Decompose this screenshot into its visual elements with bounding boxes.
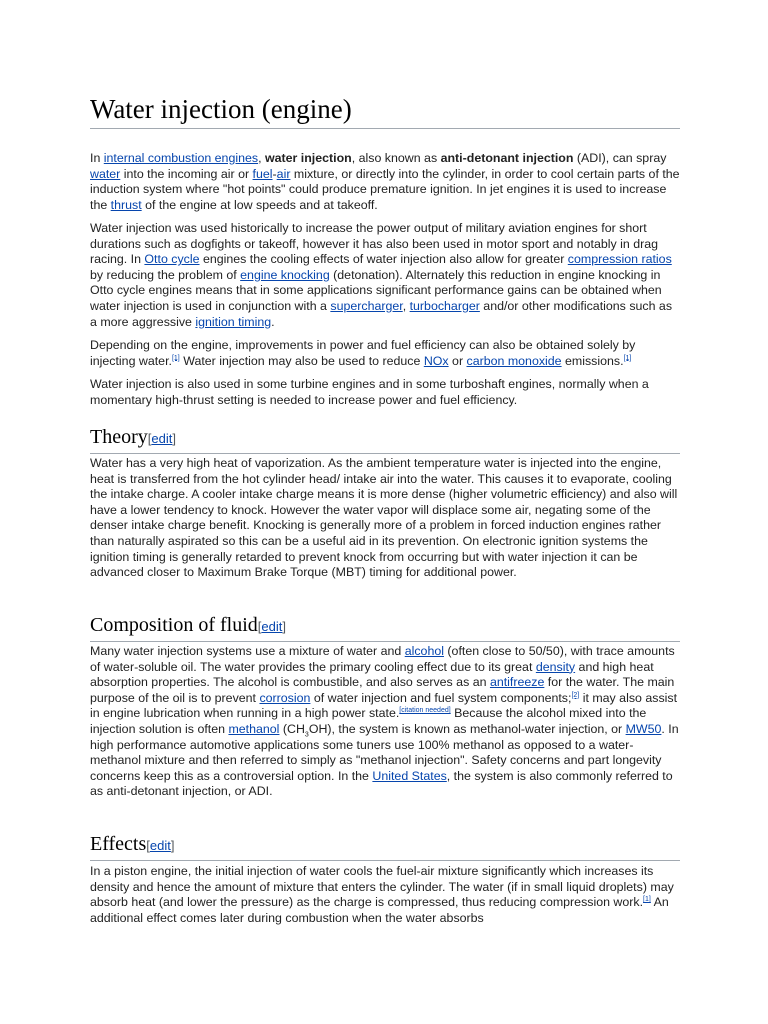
link-internal-combustion-engines[interactable]: internal combustion engines [103, 151, 259, 165]
intro-paragraph-2 [90, 221, 680, 330]
text: , the system is also commonly referred to as anti-detonant injection, or ADI. [90, 768, 673, 799]
text: Many water injection systems use a mixture of water and [90, 644, 405, 658]
citation [172, 354, 180, 361]
text: , [258, 151, 265, 165]
link-water[interactable]: water [90, 166, 121, 181]
heading-text: Theory [90, 426, 148, 448]
edit-section: [edit] [147, 431, 176, 446]
edit-link-effects[interactable]: edit [149, 838, 171, 853]
edit-section: [edit] [257, 619, 287, 634]
link-methanol[interactable]: methanol [228, 721, 280, 736]
intro-paragraph-1 [90, 151, 680, 213]
edit-section: [edit] [146, 838, 175, 853]
bold-anti-detonant-injection: anti-detonant injection [440, 151, 574, 165]
link-air[interactable]: air [276, 166, 291, 181]
link-antifreeze[interactable]: antifreeze [489, 675, 545, 690]
page-title: Water injection (engine) [90, 92, 680, 129]
text: (CH [279, 721, 305, 736]
link-fuel[interactable]: fuel [252, 166, 273, 181]
text: . In high performance automotive applications some tuners use 100% methanol as opposed to a water-methanol mixture and then referred to simply as "methanol injection". Safety concerns and part longevity concerns keep this as a controversial option. In the [90, 721, 679, 783]
text: Depending on the engine, improvements in power and fuel efficiency can also be obtained solely by injecting water. [90, 338, 636, 368]
text: and high heat absorption properties. The alcohol is combustible, and also serves as an [90, 659, 654, 690]
link-compression-ratios[interactable]: compression ratios [567, 252, 672, 267]
link-mw50[interactable]: MW50 [625, 721, 662, 736]
link-engine-knocking[interactable]: engine knocking [240, 267, 330, 282]
text: An additional effect comes later during combustion when the water absorbs [90, 895, 669, 925]
citation-link[interactable]: [1] [171, 354, 180, 362]
link-thrust[interactable]: thrust [110, 197, 142, 212]
section-heading-effects [90, 831, 680, 861]
link-nox[interactable]: NOx [423, 353, 449, 368]
text: Because the alcohol mixed into the injection solution is often [90, 706, 647, 736]
text: Water injection was used historically to increase the power output of military aviation engines for short durations such as dogfights or takeoff, however it has also been used in motor sport and notably in drag racing. In [90, 221, 659, 267]
subscript: 3 [304, 731, 309, 739]
composition-paragraph [90, 644, 680, 800]
intro-paragraph-3 [90, 338, 680, 369]
effects-paragraph [90, 864, 680, 926]
text: In [90, 151, 104, 165]
text: engines the cooling effects of water injection also allow for greater [199, 252, 568, 267]
citation [643, 896, 651, 903]
citation-link[interactable]: [1] [623, 354, 632, 362]
text: of water injection and fuel system components; [310, 690, 572, 705]
text: In a piston engine, the initial injection of water cools the fuel-air mixture significantly which increases its density and hence the amount of mixture that enters the cylinder. The water (if in small liquid droplets) may absorb heat (and lower the pressure) as the charge is compressed, thus reducing compression work. [90, 864, 674, 910]
link-alcohol[interactable]: alcohol [404, 644, 444, 658]
text: mixture, or directly into the cylinder, in order to cool certain parts of the induction system where "hot points" could produce premature ignition. In jet engines it is used to increase the [90, 166, 680, 212]
link-united-states[interactable]: United States [372, 768, 447, 783]
text: - [272, 166, 277, 181]
theory-paragraph: Water has a very high heat of vaporization. As the ambient temperature water is injected into the engine, heat is transferred from the hot cylinder head/ intake air into the water. This causes it to evaporate, cooling the intake charge. A cooler intake charge means it is more dense (higher volumetric efficiency) and also will have a lower tendency to knock. However the water vapor will displace some air, negating some of the denser intake charge benefit. Knocking is generally more of a problem in forced induction engines rather than naturally aspirated so this can be a useful aid in its prevention. On electronic ignition systems the ignition timing is generally retarded to prevent knock from occurring but with water injection it can be advanced closer to Maximum Brake Torque (MBT) timing for additional power. [90, 456, 678, 580]
citation-needed [399, 707, 450, 714]
text: it may also assist in engine lubrication when running in a high power state. [90, 690, 678, 721]
text: . [271, 314, 275, 329]
heading-text: Effects [90, 833, 147, 855]
text: (detonation). Alternately this reduction in engine knocking in Otto cycle engines means that in some applications significant performance gains can be obtained when water injection is used in conjunction with a [90, 267, 662, 313]
text: OH), the system is known as methanol-water injection, or [308, 721, 626, 736]
citation-needed-link[interactable]: [citation needed] [399, 707, 451, 715]
heading-text: Composition of fluid [90, 614, 258, 636]
text: or [448, 353, 467, 368]
text: , [402, 298, 410, 313]
citation-link[interactable]: [1] [643, 896, 651, 904]
text: (ADI), can spray [573, 151, 667, 165]
link-ignition-timing[interactable]: ignition timing [195, 314, 272, 329]
text: into the incoming air or [120, 166, 253, 181]
section-heading-theory [90, 424, 680, 454]
citation-link[interactable]: [2] [571, 691, 580, 699]
link-corrosion[interactable]: corrosion [259, 690, 311, 705]
link-density[interactable]: density [535, 659, 576, 674]
edit-link-composition[interactable]: edit [261, 619, 283, 634]
text: and/or other modifications such as a more aggressive [90, 298, 673, 329]
link-otto-cycle[interactable]: Otto cycle [144, 252, 200, 267]
link-supercharger[interactable]: supercharger [330, 298, 403, 313]
text: of the engine at low speeds and at takeoff. [141, 197, 378, 212]
text: emissions. [561, 353, 624, 368]
link-turbocharger[interactable]: turbocharger [409, 298, 480, 313]
section-heading-composition [90, 612, 680, 642]
bold-water-injection: water injection [264, 151, 352, 165]
text: (often close to 50/50), with trace amounts of water-soluble oil. The water provides the primary cooling effect due to its great [90, 644, 675, 674]
text: , also known as [351, 151, 441, 165]
edit-link-theory[interactable]: edit [151, 431, 173, 446]
link-carbon-monoxide[interactable]: carbon monoxide [466, 353, 562, 368]
text: Water injection may also be used to reduce [179, 353, 424, 368]
text: by reducing the problem of [90, 267, 241, 282]
text: for the water. The main purpose of the oil is to prevent [90, 675, 675, 705]
citation [624, 354, 632, 361]
intro-paragraph-4: Water injection is also used in some turbine engines and in some turboshaft engines, normally when a momentary high-thrust setting is needed to increase power and fuel efficiency. [90, 377, 649, 407]
